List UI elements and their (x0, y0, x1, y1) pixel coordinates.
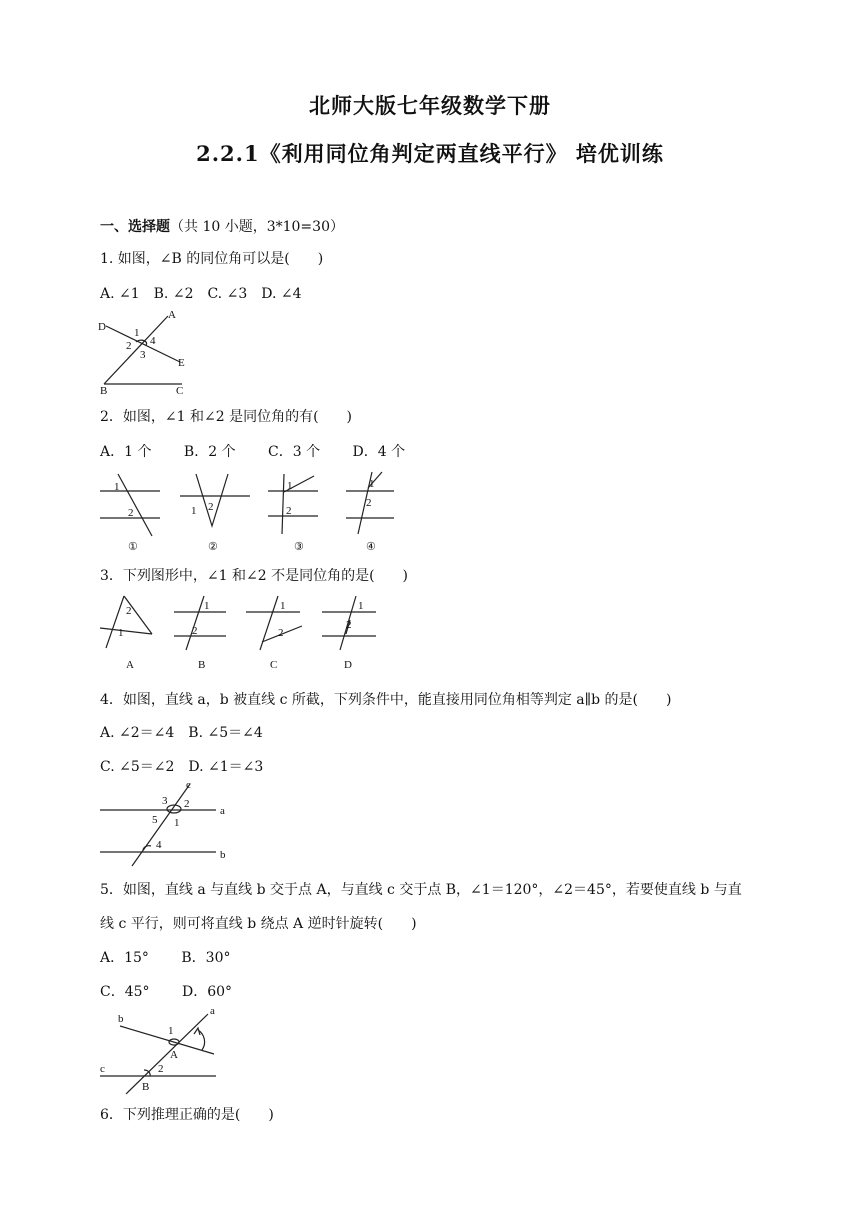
q5-label-2: 2 (158, 1063, 164, 1075)
q5-options-1: A．15° B．30° (100, 950, 231, 966)
q4-figure (98, 778, 238, 868)
q5-label-c: c (100, 1063, 105, 1075)
q3-figC-caption: C (270, 659, 278, 671)
q1-label-A: A (168, 309, 176, 321)
q2-figure (96, 468, 406, 556)
q3-figD-label-1: 1 (358, 600, 364, 612)
q1-stem: 1. 如图，∠B 的同位角可以是( ) (100, 251, 324, 267)
q4-label-4: 4 (156, 839, 162, 851)
q3-figA-caption: A (126, 659, 134, 671)
q2-fig1-label-1: 1 (114, 481, 120, 493)
q4-label-a: a (220, 805, 225, 817)
q4-label-b: b (220, 849, 226, 861)
q5-stem-line1: 5．如图，直线 a 与直线 b 交于点 A，与直线 c 交于点 B，∠1＝120°，∠2＝45°，若要使直线 b 与直 (100, 882, 742, 898)
document-title: 北师大版七年级数学下册 (309, 93, 551, 118)
q1-label-D: D (98, 321, 106, 333)
q3-figD-label-2: 2 (346, 619, 352, 631)
section-header (100, 216, 344, 236)
q5-label-1: 1 (168, 1025, 174, 1037)
q2-fig4-label-1: 1 (369, 478, 375, 490)
section-note: （共 10 小题，3*10=30） (170, 219, 344, 235)
q4-label-3: 3 (162, 795, 168, 807)
q4-label-1: 1 (174, 817, 180, 829)
q2-fig2-label-1: 1 (191, 505, 197, 517)
q4-options-2: C. ∠5＝∠2 D. ∠1＝∠3 (100, 759, 264, 775)
q4-label-5: 5 (152, 814, 158, 826)
q5-label-B: B (142, 1081, 150, 1093)
q1-label-3: 3 (140, 349, 146, 361)
q2-fig1-caption: ① (128, 541, 138, 553)
q4-stem: 4．如图，直线 a，b 被直线 c 所截，下列条件中，能直接用同位角相等判定 a∥b 的是( ) (100, 692, 672, 708)
q2-fig4-caption: ④ (366, 541, 376, 553)
q3-figC-label-2: 2 (278, 627, 284, 639)
document-subtitle: 2.2.1《利用同位角判定两直线平行》 培优训练 (196, 141, 664, 166)
q2-fig2-label-2: 2 (208, 501, 214, 513)
q2-fig4-label-2: 2 (366, 497, 372, 509)
q3-figB-caption: B (198, 659, 206, 671)
q2-fig3-label-2: 2 (286, 505, 292, 517)
q3-figD-caption: D (344, 659, 352, 671)
q3-figA-label-2: 2 (126, 605, 132, 617)
q2-fig2-caption: ② (208, 541, 218, 553)
q3-stem: 3．下列图形中，∠1 和∠2 不是同位角的是( ) (100, 568, 409, 584)
q2-stem: 2．如图，∠1 和∠2 是同位角的有( ) (100, 409, 353, 425)
q1-label-E: E (178, 357, 185, 369)
q2-fig3-caption: ③ (294, 541, 304, 553)
q5-label-a: a (210, 1005, 215, 1017)
q1-options: A. ∠1 B. ∠2 C. ∠3 D. ∠4 (100, 286, 302, 302)
q1-label-1: 1 (134, 327, 140, 339)
q4-label-c: c (186, 779, 191, 791)
q5-label-A: A (170, 1049, 178, 1061)
q2-fig3-label-1: 1 (287, 480, 293, 492)
q5-options-2: C．45° D．60° (100, 984, 233, 1000)
q1-label-4: 4 (150, 335, 156, 347)
q1-label-B: B (100, 385, 108, 397)
q5-label-b: b (118, 1013, 124, 1025)
q5-figure (98, 1004, 238, 1094)
q5-stem-line2: 线 c 平行，则可将直线 b 绕点 A 逆时针旋转( ) (100, 916, 417, 932)
q3-figure (96, 592, 386, 674)
q1-figure (98, 310, 208, 395)
q4-label-2: 2 (184, 798, 190, 810)
q6-stem: 6．下列推理正确的是( ) (100, 1107, 274, 1123)
q3-figB-label-2: 2 (192, 625, 198, 637)
q1-label-C: C (176, 385, 184, 397)
q3-figB-label-1: 1 (204, 600, 210, 612)
q4-options-1: A. ∠2＝∠4 B. ∠5＝∠4 (100, 725, 263, 741)
q2-options: A．1 个 B．2 个 C．3 个 D．4 个 (100, 444, 406, 460)
q2-fig1-label-2: 2 (128, 507, 134, 519)
q3-figC-label-1: 1 (280, 600, 286, 612)
section-heading: 一、选择题 (100, 219, 170, 235)
q3-figA-label-1: 1 (118, 627, 124, 639)
q1-label-2: 2 (126, 340, 132, 352)
